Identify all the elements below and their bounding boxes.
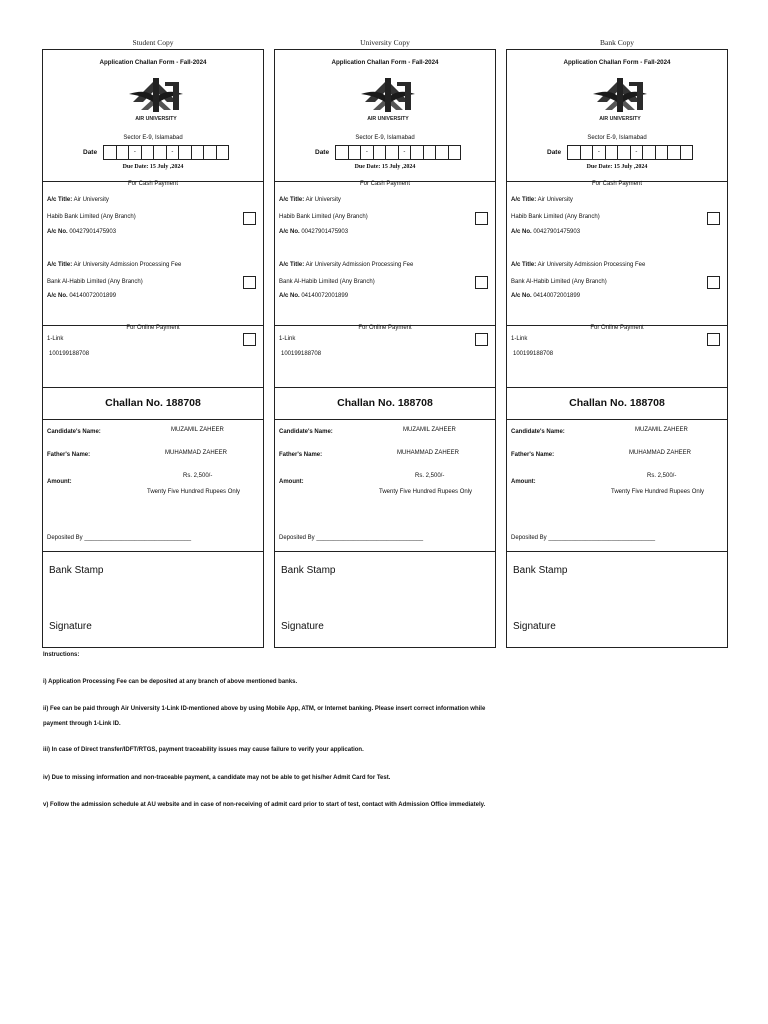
- date-row: [83, 145, 229, 159]
- signature-label: Signature: [513, 621, 556, 632]
- amount-words: Twenty Five Hundred Rupees Only: [379, 489, 473, 495]
- bank-name: Habib Bank Limited (Any Branch): [511, 214, 600, 220]
- bank-name: Bank Al-Habib Limited (Any Branch): [279, 279, 375, 285]
- signature-label: Signature: [49, 621, 92, 632]
- instruction-item: v) Follow the admission schedule at AU website and in case of non-receiving of admit card prior to start of test, contact with Admission Office immediately.: [43, 802, 486, 808]
- form-title: Application Challan Form - Fall-2024: [99, 59, 207, 66]
- ac-title-value: Air University Admission Processing Fee: [305, 262, 414, 268]
- stamp-section: [43, 551, 263, 647]
- due-date: Due Date: 15 July ,2024: [354, 164, 416, 170]
- father-name-value: MUHAMMAD ZAHEER: [629, 450, 692, 456]
- air-university-logo: [591, 74, 649, 122]
- habib-bank-checkbox[interactable]: [707, 212, 720, 225]
- ac-no-value: 00427901475903: [69, 229, 117, 235]
- bank-name: Habib Bank Limited (Any Branch): [47, 214, 136, 220]
- candidate-name-value: MUZAMIL ZAHEER: [635, 427, 688, 433]
- one-link-id: 100199188708: [513, 351, 554, 357]
- ac-title-value: Air University: [537, 197, 573, 203]
- instruction-item: iv) Due to missing information and non-traceable payment, a candidate may not be able to get his/her Admit Card for Test.: [43, 775, 391, 781]
- date-field[interactable]: [335, 145, 461, 160]
- cash-heading: For Cash Payment: [127, 181, 179, 187]
- ac-title-label: A/c Title:: [47, 262, 73, 268]
- ac-title-value: Air University Admission Processing Fee: [73, 262, 182, 268]
- ac-no-label: A/c No.: [511, 229, 532, 235]
- date-row: [547, 145, 693, 159]
- copy-label: University Copy: [360, 38, 410, 47]
- candidate-name-label: Candidate's Name:: [47, 429, 101, 435]
- slip-header: [507, 50, 727, 182]
- online-method: 1-Link: [47, 336, 64, 342]
- ac-title-value: Air University: [305, 197, 341, 203]
- date-separator: -: [630, 146, 643, 159]
- one-link-checkbox[interactable]: [243, 333, 256, 346]
- ac-no-value: 04140072001899: [301, 293, 349, 299]
- father-name-label: Father's Name:: [47, 452, 91, 458]
- challan-number-section: [507, 387, 727, 420]
- ac-no-value: 00427901475903: [301, 229, 349, 235]
- ac-title-value: Air University: [73, 197, 109, 203]
- due-date: Due Date: 15 July ,2024: [586, 164, 648, 170]
- habib-bank-checkbox[interactable]: [243, 212, 256, 225]
- logo-text: AIR UNIVERSITY: [135, 116, 177, 122]
- father-name-label: Father's Name:: [511, 452, 555, 458]
- date-label: Date: [315, 148, 330, 156]
- one-link-id: 100199188708: [281, 351, 322, 357]
- bank-stamp-label: Bank Stamp: [281, 565, 336, 576]
- deposited-by: Deposited By ________________________________: [279, 535, 424, 541]
- ac-title-label: A/c Title:: [279, 262, 305, 268]
- cash-payment-section: [275, 181, 495, 326]
- candidate-section: [43, 419, 263, 552]
- date-field[interactable]: [103, 145, 229, 160]
- challan-number-section: [275, 387, 495, 420]
- bank-al-habib-checkbox[interactable]: [707, 276, 720, 289]
- instructions-heading: Instructions:: [43, 652, 80, 658]
- cash-payment-section: [43, 181, 263, 326]
- stamp-section: [275, 551, 495, 647]
- address: Sector E-9, Islamabad: [123, 135, 183, 141]
- amount-label: Amount:: [511, 479, 536, 485]
- ac-title-label: A/c Title:: [279, 197, 305, 203]
- ac-no-value: 04140072001899: [533, 293, 581, 299]
- ac-title-label: A/c Title:: [511, 262, 537, 268]
- ac-no-label: A/c No.: [511, 293, 532, 299]
- copy-label: Bank Copy: [600, 38, 634, 47]
- online-payment-section: [507, 325, 727, 388]
- bank-name: Bank Al-Habib Limited (Any Branch): [511, 279, 607, 285]
- deposited-by: Deposited By ________________________________: [511, 535, 656, 541]
- ac-title-value: Air University Admission Processing Fee: [537, 262, 646, 268]
- challan-number: Challan No. 188708: [105, 397, 201, 409]
- ac-no-label: A/c No.: [47, 229, 68, 235]
- one-link-checkbox[interactable]: [475, 333, 488, 346]
- challan-number-section: [43, 387, 263, 420]
- form-title: Application Challan Form - Fall-2024: [331, 59, 439, 66]
- due-date: Due Date: 15 July ,2024: [122, 164, 184, 170]
- candidate-name-value: MUZAMIL ZAHEER: [403, 427, 456, 433]
- online-payment-section: [275, 325, 495, 388]
- amount-value: Rs. 2,500/-: [183, 473, 213, 479]
- candidate-name-label: Candidate's Name:: [511, 429, 565, 435]
- ac-no-label: A/c No.: [279, 229, 300, 235]
- amount-label: Amount:: [47, 479, 72, 485]
- challan-slip: [42, 49, 264, 648]
- copy-label: Student Copy: [132, 38, 174, 47]
- bank-stamp-label: Bank Stamp: [513, 565, 568, 576]
- bank-al-habib-checkbox[interactable]: [243, 276, 256, 289]
- logo-text: AIR UNIVERSITY: [367, 116, 409, 122]
- habib-bank-checkbox[interactable]: [475, 212, 488, 225]
- date-separator: -: [360, 146, 373, 159]
- amount-words: Twenty Five Hundred Rupees Only: [147, 489, 241, 495]
- candidate-section: [507, 419, 727, 552]
- date-label: Date: [83, 148, 98, 156]
- online-heading: For Online Payment: [126, 325, 180, 331]
- online-payment-section: [43, 325, 263, 388]
- date-separator: -: [166, 146, 179, 159]
- challan-number: Challan No. 188708: [569, 397, 665, 409]
- amount-label: Amount:: [279, 479, 304, 485]
- amount-value: Rs. 2,500/-: [647, 473, 677, 479]
- ac-no-value: 04140072001899: [69, 293, 117, 299]
- online-heading: For Online Payment: [358, 325, 412, 331]
- ac-no-value: 00427901475903: [533, 229, 581, 235]
- online-heading: For Online Payment: [590, 325, 644, 331]
- instruction-item: i) Application Processing Fee can be deposited at any branch of above mentioned banks.: [43, 679, 298, 685]
- ac-title-label: A/c Title:: [511, 197, 537, 203]
- one-link-id: 100199188708: [49, 351, 90, 357]
- date-separator: -: [128, 146, 141, 159]
- cash-heading: For Cash Payment: [591, 181, 643, 187]
- instruction-item: ii) Fee can be paid through Air University 1-Link ID-mentioned above by using Mobile App, ATM, or Internet banking. Please insert correct information while payment through 1-Link ID.: [43, 706, 486, 727]
- address: Sector E-9, Islamabad: [355, 135, 415, 141]
- candidate-section: [275, 419, 495, 552]
- bank-name: Habib Bank Limited (Any Branch): [279, 214, 368, 220]
- amount-value: Rs. 2,500/-: [415, 473, 445, 479]
- challan-slip: [274, 49, 496, 648]
- deposited-by: Deposited By ________________________________: [47, 535, 192, 541]
- logo-text: AIR UNIVERSITY: [599, 116, 641, 122]
- one-link-checkbox[interactable]: [707, 333, 720, 346]
- date-separator: -: [398, 146, 411, 159]
- bank-name: Bank Al-Habib Limited (Any Branch): [47, 279, 143, 285]
- address: Sector E-9, Islamabad: [587, 135, 647, 141]
- father-name-value: MUHAMMAD ZAHEER: [397, 450, 460, 456]
- bank-stamp-label: Bank Stamp: [49, 565, 104, 576]
- air-university-logo: [127, 74, 185, 122]
- date-separator: -: [592, 146, 605, 159]
- ac-no-label: A/c No.: [47, 293, 68, 299]
- date-row: [315, 145, 461, 159]
- cash-payment-section: [507, 181, 727, 326]
- slip-header: [43, 50, 263, 182]
- online-method: 1-Link: [279, 336, 296, 342]
- amount-words: Twenty Five Hundred Rupees Only: [611, 489, 705, 495]
- cash-heading: For Cash Payment: [359, 181, 411, 187]
- bank-al-habib-checkbox[interactable]: [475, 276, 488, 289]
- signature-label: Signature: [281, 621, 324, 632]
- instruction-item: iii) In case of Direct transfer/IDFT/RTGS, payment traceability issues may cause failure to verify your application.: [43, 747, 364, 753]
- challan-slip: [506, 49, 728, 648]
- form-title: Application Challan Form - Fall-2024: [563, 59, 671, 66]
- ac-no-label: A/c No.: [279, 293, 300, 299]
- date-field[interactable]: [567, 145, 693, 160]
- father-name-value: MUHAMMAD ZAHEER: [165, 450, 228, 456]
- air-university-logo: [359, 74, 417, 122]
- challan-number: Challan No. 188708: [337, 397, 433, 409]
- ac-title-label: A/c Title:: [47, 197, 73, 203]
- father-name-label: Father's Name:: [279, 452, 323, 458]
- candidate-name-label: Candidate's Name:: [279, 429, 333, 435]
- candidate-name-value: MUZAMIL ZAHEER: [171, 427, 224, 433]
- date-label: Date: [547, 148, 562, 156]
- stamp-section: [507, 551, 727, 647]
- slip-header: [275, 50, 495, 182]
- online-method: 1-Link: [511, 336, 528, 342]
